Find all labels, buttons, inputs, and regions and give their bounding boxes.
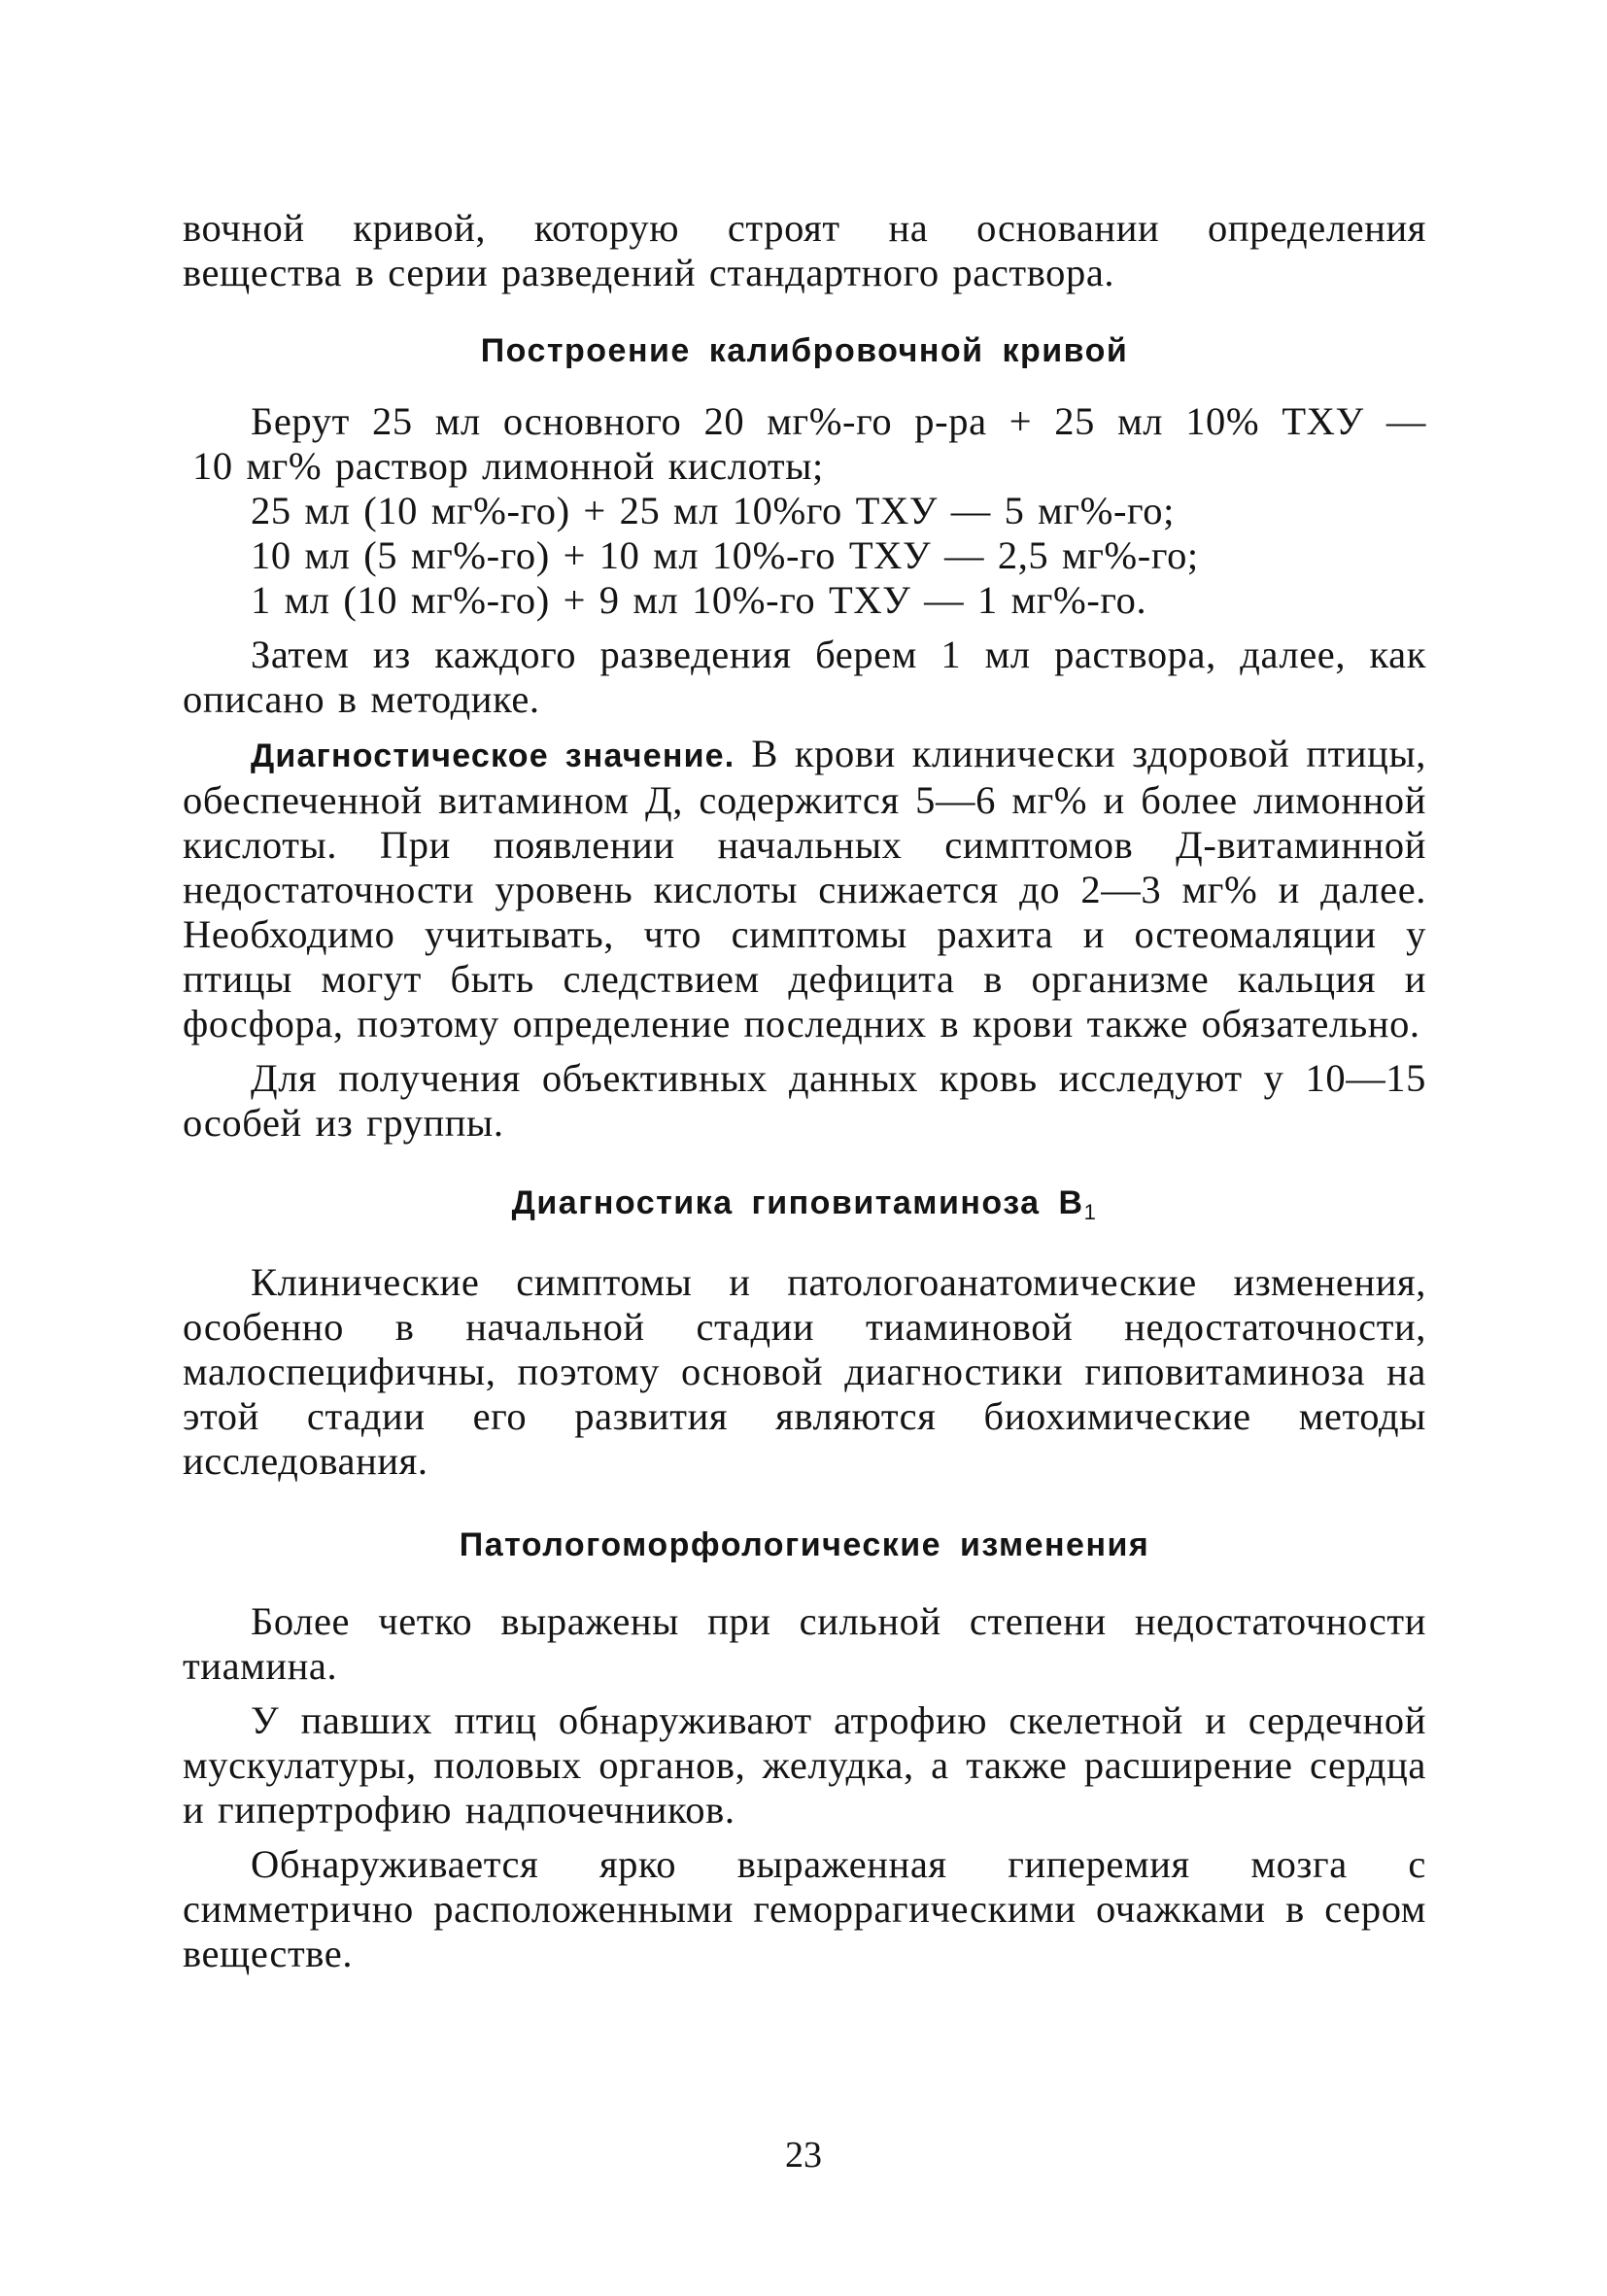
b1-paragraph: Клинические симптомы и патологоанатомические изменения, особенно в начальной стадии тиаминовой недостаточности, малоспецифичны, поэтому основой диагностики гиповитаминоза на этой стадии его развития являются биохимические методы исследования. — [183, 1260, 1426, 1483]
intro-line-1: вочной кривой, которую строят на основании определения — [183, 206, 1426, 250]
formula-line-2: 10 мг% раствор лимонной кислоты; — [192, 444, 824, 488]
calibration-formulas — [183, 399, 1426, 623]
diagnostic-value-text: В крови клинически здоровой птицы, обеспеченной витамином Д, содержится 5—6 мг% и более лимонной кислоты. При появлении начальных симптомов Д-витаминной недостаточности уровень кислоты снижается до 2—3 мг% и далее. Необходимо учитывать, что симптомы рахита и остеомаляции у птицы могут быть следствием дефицита в организме кальция и фосфора, поэтому определение последних в крови также обязательно. — [183, 732, 1426, 1045]
sample-paragraph: Для получения объективных данных кровь исследуют у 10—15 особей из группы. — [183, 1056, 1426, 1145]
formula-line-5: 1 мл (10 мг%-го) + 9 мл 10%-го ТХУ — 1 мг%-го. — [251, 578, 1147, 622]
diagnostic-value-label: Диагностическое значение. — [251, 737, 735, 774]
intro-paragraph — [183, 206, 1426, 295]
diagnostic-value-paragraph — [183, 732, 1426, 1046]
then-paragraph: Затем из каждого разведения берем 1 мл раствора, далее, как описано в методике. — [183, 633, 1426, 721]
formula-line-4: 10 мл (5 мг%-го) + 10 мл 10%-го ТХУ — 2,5 мг%-го; — [251, 533, 1199, 577]
b1-heading — [183, 1184, 1426, 1225]
calibration-heading: Построение калибровочной кривой — [480, 332, 1129, 369]
pathomorph-paragraph-3: Обнаруживается ярко выраженная гиперемия мозга с симметрично расположенными геморрагическими очажками в сером веществе. — [183, 1842, 1426, 1975]
page-body — [183, 206, 1426, 1976]
pathomorph-paragraph-1: Более четко выражены при сильной степени недостаточности тиамина. — [183, 1599, 1426, 1688]
formula-line-3: 25 мл (10 мг%-го) + 25 мл 10%го ТХУ — 5 мг%-го; — [251, 489, 1175, 532]
b1-heading-subscript: 1 — [1083, 1200, 1098, 1224]
intro-line-2: вещества в серии разведений стандартного раствора. — [183, 251, 1115, 294]
b1-heading-text: Диагностика гиповитаминоза B — [511, 1184, 1084, 1221]
formula-line-1: Берут 25 мл основного 20 мг%-го р-ра + 25 мл 10% ТХУ — — [251, 399, 1426, 443]
pathomorph-heading: Патологоморфологические изменения — [459, 1526, 1150, 1563]
pathomorph-paragraph-2: У павших птиц обнаруживают атрофию скелетной и сердечной мускулатуры, половых органов, желудка, а также расширение сердца и гипертрофию надпочечников. — [183, 1698, 1426, 1832]
page-number: 23 — [785, 2135, 822, 2176]
